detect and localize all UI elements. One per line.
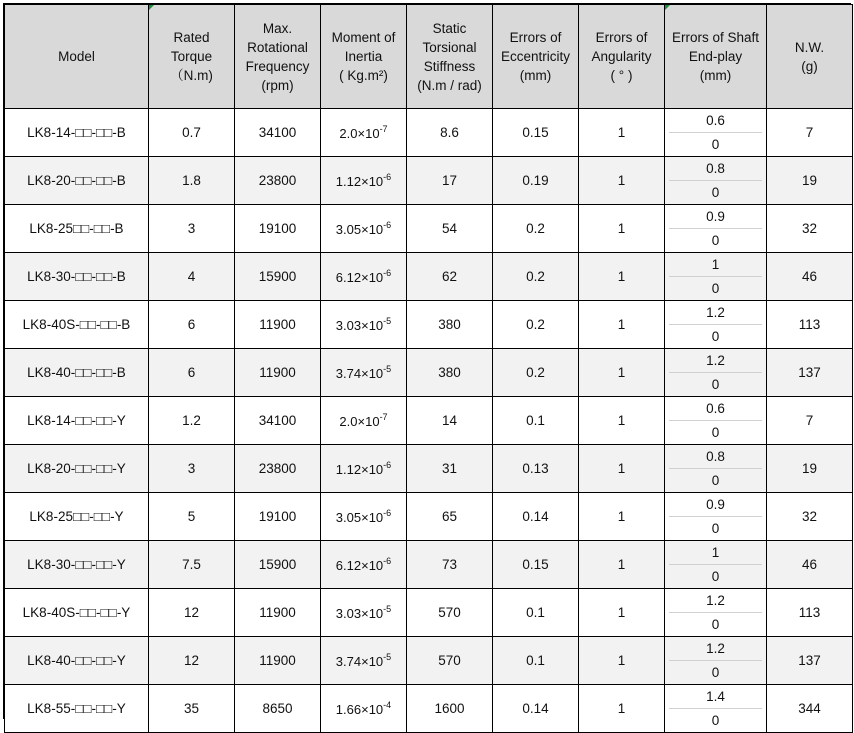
cell-max-frequency: 11900 bbox=[235, 637, 321, 685]
inertia-base: ×10 bbox=[361, 366, 384, 381]
cell-rated-torque: 5 bbox=[149, 493, 235, 541]
cell-errors-of-shaft-end-play bbox=[665, 253, 767, 301]
table-row bbox=[5, 541, 853, 589]
header-text-line: (mm) bbox=[519, 68, 552, 83]
header-text-line: Inertia bbox=[344, 49, 383, 64]
table-row bbox=[5, 397, 853, 445]
end-play-lower-value: 0 bbox=[711, 617, 720, 632]
comment-marker-icon bbox=[149, 5, 154, 10]
end-play-upper-value: 1.2 bbox=[669, 301, 762, 325]
cell-model: LK8-30-□□-□□-B bbox=[5, 253, 149, 301]
cell-rated-torque: 4 bbox=[149, 253, 235, 301]
spec-sheet bbox=[3, 3, 851, 728]
inertia-base: ×10 bbox=[361, 654, 384, 669]
inertia-base: ×10 bbox=[361, 270, 384, 285]
cell-errors-of-eccentricity: 0.1 bbox=[493, 589, 579, 637]
cell-moment-of-inertia bbox=[321, 589, 407, 637]
header-errors-of-eccentricity bbox=[493, 5, 579, 109]
cell-moment-of-inertia bbox=[321, 205, 407, 253]
inertia-exponent: -6 bbox=[383, 268, 392, 278]
header-max-frequency bbox=[235, 5, 321, 109]
cell-errors-of-shaft-end-play bbox=[665, 205, 767, 253]
end-play-lower-value: 0 bbox=[711, 137, 720, 152]
cell-model: LK8-40-□□-□□-Y bbox=[5, 637, 149, 685]
end-play-upper-value: 1.4 bbox=[669, 685, 762, 709]
cell-net-weight: 7 bbox=[767, 109, 853, 157]
cell-static-torsional-stiffness: 54 bbox=[407, 205, 493, 253]
cell-max-frequency: 11900 bbox=[235, 589, 321, 637]
inertia-base: ×10 bbox=[361, 462, 384, 477]
inertia-base: ×10 bbox=[361, 702, 384, 717]
cell-errors-of-eccentricity: 0.2 bbox=[493, 205, 579, 253]
cell-model: LK8-20-□□-□□-Y bbox=[5, 445, 149, 493]
end-play-upper-value: 1.2 bbox=[669, 349, 762, 373]
cell-errors-of-angularity: 1 bbox=[579, 445, 665, 493]
cell-net-weight: 137 bbox=[767, 637, 853, 685]
cell-errors-of-angularity: 1 bbox=[579, 589, 665, 637]
cell-static-torsional-stiffness: 65 bbox=[407, 493, 493, 541]
cell-errors-of-shaft-end-play bbox=[665, 157, 767, 205]
table-row bbox=[5, 589, 853, 637]
header-text-line: Torsional bbox=[422, 39, 477, 55]
cell-errors-of-angularity: 1 bbox=[579, 301, 665, 349]
table-row bbox=[5, 349, 853, 397]
header-text-line: （N.m) bbox=[170, 68, 213, 83]
header-text-line: Max. bbox=[262, 20, 293, 36]
cell-errors-of-eccentricity: 0.14 bbox=[493, 685, 579, 733]
cell-errors-of-eccentricity: 0.15 bbox=[493, 109, 579, 157]
inertia-exponent: -6 bbox=[383, 556, 392, 566]
cell-errors-of-eccentricity: 0.13 bbox=[493, 445, 579, 493]
cell-errors-of-eccentricity: 0.2 bbox=[493, 301, 579, 349]
header-text-line: Static bbox=[432, 20, 467, 36]
cell-moment-of-inertia bbox=[321, 541, 407, 589]
cell-errors-of-shaft-end-play bbox=[665, 349, 767, 397]
header-text-line: N.W. bbox=[794, 39, 825, 55]
cell-rated-torque: 1.8 bbox=[149, 157, 235, 205]
cell-model: LK8-20-□□-□□-B bbox=[5, 157, 149, 205]
header-text-line: (mm) bbox=[699, 68, 732, 83]
inertia-coefficient: 2.0 bbox=[339, 126, 358, 141]
cell-rated-torque: 3 bbox=[149, 205, 235, 253]
cell-static-torsional-stiffness: 17 bbox=[407, 157, 493, 205]
header-text-line: Rotational bbox=[247, 39, 308, 55]
cell-moment-of-inertia bbox=[321, 685, 407, 733]
cell-max-frequency: 8650 bbox=[235, 685, 321, 733]
cell-model: LK8-30-□□-□□-Y bbox=[5, 541, 149, 589]
header-text-line: Rated bbox=[173, 30, 210, 45]
end-play-upper-value: 0.6 bbox=[669, 397, 762, 421]
header-model bbox=[5, 5, 149, 109]
cell-moment-of-inertia bbox=[321, 157, 407, 205]
cell-model: LK8-14-□□-□□-B bbox=[5, 109, 149, 157]
cell-moment-of-inertia bbox=[321, 301, 407, 349]
inertia-base: ×10 bbox=[361, 174, 384, 189]
cell-rated-torque: 12 bbox=[149, 637, 235, 685]
coupling-spec-table bbox=[4, 4, 853, 733]
cell-errors-of-eccentricity: 0.1 bbox=[493, 637, 579, 685]
cell-errors-of-eccentricity: 0.19 bbox=[493, 157, 579, 205]
end-play-lower-value: 0 bbox=[711, 521, 720, 536]
cell-rated-torque: 6 bbox=[149, 301, 235, 349]
cell-static-torsional-stiffness: 570 bbox=[407, 637, 493, 685]
end-play-upper-value: 1 bbox=[669, 253, 762, 277]
cell-net-weight: 137 bbox=[767, 349, 853, 397]
header-text-line: ( ° ) bbox=[610, 68, 633, 83]
cell-errors-of-angularity: 1 bbox=[579, 637, 665, 685]
cell-net-weight: 46 bbox=[767, 541, 853, 589]
inertia-exponent: -7 bbox=[379, 124, 388, 134]
cell-net-weight: 113 bbox=[767, 589, 853, 637]
header-text-line: Errors of bbox=[595, 30, 648, 45]
cell-errors-of-eccentricity: 0.1 bbox=[493, 397, 579, 445]
cell-moment-of-inertia bbox=[321, 445, 407, 493]
table-row bbox=[5, 637, 853, 685]
inertia-coefficient: 6.12 bbox=[335, 558, 362, 573]
table-row bbox=[5, 685, 853, 733]
inertia-exponent: -6 bbox=[383, 508, 392, 518]
end-play-upper-value: 1.2 bbox=[669, 637, 762, 661]
inertia-coefficient: 3.03 bbox=[335, 318, 362, 333]
cell-errors-of-angularity: 1 bbox=[579, 205, 665, 253]
inertia-base: ×10 bbox=[361, 558, 384, 573]
cell-model: LK8-40S-□□-□□-B bbox=[5, 301, 149, 349]
cell-max-frequency: 23800 bbox=[235, 157, 321, 205]
header-text-line: Model bbox=[58, 49, 95, 64]
cell-errors-of-shaft-end-play bbox=[665, 493, 767, 541]
inertia-coefficient: 3.03 bbox=[335, 606, 362, 621]
inertia-base: ×10 bbox=[361, 222, 384, 237]
cell-rated-torque: 0.7 bbox=[149, 109, 235, 157]
header-text-line: Stiffness bbox=[423, 58, 476, 74]
end-play-upper-value: 0.9 bbox=[669, 493, 762, 517]
end-play-lower-value: 0 bbox=[711, 185, 720, 200]
cell-net-weight: 7 bbox=[767, 397, 853, 445]
cell-max-frequency: 15900 bbox=[235, 541, 321, 589]
cell-moment-of-inertia bbox=[321, 493, 407, 541]
inertia-exponent: -5 bbox=[383, 652, 392, 662]
cell-static-torsional-stiffness: 31 bbox=[407, 445, 493, 493]
cell-net-weight: 19 bbox=[767, 445, 853, 493]
inertia-base: ×10 bbox=[361, 510, 384, 525]
cell-max-frequency: 15900 bbox=[235, 253, 321, 301]
cell-errors-of-shaft-end-play bbox=[665, 589, 767, 637]
inertia-base: ×10 bbox=[357, 126, 380, 141]
cell-static-torsional-stiffness: 380 bbox=[407, 349, 493, 397]
end-play-upper-value: 0.8 bbox=[669, 445, 762, 469]
cell-errors-of-shaft-end-play bbox=[665, 445, 767, 493]
cell-errors-of-angularity: 1 bbox=[579, 253, 665, 301]
inertia-coefficient: 6.12 bbox=[335, 270, 362, 285]
inertia-coefficient: 3.05 bbox=[335, 510, 362, 525]
header-text-line: (g) bbox=[801, 58, 818, 74]
table-row bbox=[5, 109, 853, 157]
cell-errors-of-angularity: 1 bbox=[579, 493, 665, 541]
cell-moment-of-inertia bbox=[321, 397, 407, 445]
cell-errors-of-shaft-end-play bbox=[665, 541, 767, 589]
inertia-exponent: -5 bbox=[383, 364, 392, 374]
cell-static-torsional-stiffness: 73 bbox=[407, 541, 493, 589]
header-text-line: Angularity bbox=[591, 49, 652, 64]
cell-rated-torque: 3 bbox=[149, 445, 235, 493]
table-row bbox=[5, 445, 853, 493]
cell-errors-of-eccentricity: 0.2 bbox=[493, 349, 579, 397]
header-text-line: End-play bbox=[688, 49, 743, 64]
header-text-line: Errors of bbox=[509, 30, 562, 45]
cell-errors-of-angularity: 1 bbox=[579, 157, 665, 205]
inertia-coefficient: 1.12 bbox=[335, 462, 362, 477]
end-play-lower-value: 0 bbox=[711, 665, 720, 680]
header-text-line: Eccentricity bbox=[500, 49, 571, 64]
inertia-exponent: -5 bbox=[383, 604, 392, 614]
cell-static-torsional-stiffness: 1600 bbox=[407, 685, 493, 733]
end-play-lower-value: 0 bbox=[711, 233, 720, 248]
cell-rated-torque: 6 bbox=[149, 349, 235, 397]
cell-errors-of-shaft-end-play bbox=[665, 397, 767, 445]
header-text-line: Frequency bbox=[245, 58, 310, 74]
inertia-exponent: -6 bbox=[383, 172, 392, 182]
end-play-upper-value: 0.8 bbox=[669, 157, 762, 181]
header-text-line: (N.m / rad) bbox=[417, 77, 482, 93]
inertia-base: ×10 bbox=[361, 318, 384, 333]
cell-max-frequency: 11900 bbox=[235, 301, 321, 349]
cell-errors-of-eccentricity: 0.2 bbox=[493, 253, 579, 301]
header-rated-torque bbox=[149, 5, 235, 109]
header-text-line: (rpm) bbox=[261, 77, 294, 93]
header-text-line: Moment of bbox=[331, 30, 396, 45]
cell-model: LK8-25□□-□□-Y bbox=[5, 493, 149, 541]
cell-errors-of-angularity: 1 bbox=[579, 541, 665, 589]
end-play-lower-value: 0 bbox=[711, 425, 720, 440]
inertia-coefficient: 2.0 bbox=[339, 414, 358, 429]
end-play-lower-value: 0 bbox=[711, 377, 720, 392]
cell-model: LK8-25□□-□□-B bbox=[5, 205, 149, 253]
inertia-coefficient: 3.74 bbox=[335, 366, 362, 381]
inertia-base: ×10 bbox=[361, 606, 384, 621]
cell-errors-of-shaft-end-play bbox=[665, 685, 767, 733]
cell-errors-of-shaft-end-play bbox=[665, 301, 767, 349]
inertia-exponent: -6 bbox=[383, 220, 392, 230]
cell-rated-torque: 7.5 bbox=[149, 541, 235, 589]
cell-model: LK8-40S-□□-□□-Y bbox=[5, 589, 149, 637]
cell-moment-of-inertia bbox=[321, 349, 407, 397]
cell-moment-of-inertia bbox=[321, 109, 407, 157]
header-net-weight bbox=[767, 5, 853, 109]
cell-rated-torque: 12 bbox=[149, 589, 235, 637]
end-play-lower-value: 0 bbox=[711, 569, 720, 584]
table-row bbox=[5, 301, 853, 349]
cell-max-frequency: 11900 bbox=[235, 349, 321, 397]
comment-marker-icon bbox=[665, 5, 670, 10]
end-play-lower-value: 0 bbox=[711, 329, 720, 344]
inertia-coefficient: 1.66 bbox=[335, 702, 362, 717]
cell-net-weight: 32 bbox=[767, 205, 853, 253]
header-text-line: Torque bbox=[170, 49, 213, 64]
inertia-base: ×10 bbox=[357, 414, 380, 429]
cell-rated-torque: 1.2 bbox=[149, 397, 235, 445]
table-row bbox=[5, 253, 853, 301]
table-row bbox=[5, 493, 853, 541]
inertia-exponent: -6 bbox=[383, 460, 392, 470]
end-play-lower-value: 0 bbox=[711, 473, 720, 488]
table-row bbox=[5, 205, 853, 253]
cell-errors-of-shaft-end-play bbox=[665, 637, 767, 685]
cell-model: LK8-40-□□-□□-B bbox=[5, 349, 149, 397]
inertia-coefficient: 3.05 bbox=[335, 222, 362, 237]
cell-max-frequency: 19100 bbox=[235, 205, 321, 253]
cell-model: LK8-14-□□-□□-Y bbox=[5, 397, 149, 445]
header-errors-of-shaft-end-play bbox=[665, 5, 767, 109]
cell-moment-of-inertia bbox=[321, 637, 407, 685]
cell-static-torsional-stiffness: 14 bbox=[407, 397, 493, 445]
header-row bbox=[5, 5, 853, 109]
end-play-upper-value: 0.9 bbox=[669, 205, 762, 229]
cell-max-frequency: 34100 bbox=[235, 397, 321, 445]
cell-static-torsional-stiffness: 62 bbox=[407, 253, 493, 301]
cell-max-frequency: 34100 bbox=[235, 109, 321, 157]
header-moment-of-inertia bbox=[321, 5, 407, 109]
end-play-lower-value: 0 bbox=[711, 713, 720, 728]
end-play-lower-value: 0 bbox=[711, 281, 720, 296]
cell-static-torsional-stiffness: 8.6 bbox=[407, 109, 493, 157]
header-text-line: ( Kg.m²) bbox=[339, 68, 388, 83]
table-row bbox=[5, 157, 853, 205]
cell-rated-torque: 35 bbox=[149, 685, 235, 733]
cell-max-frequency: 19100 bbox=[235, 493, 321, 541]
cell-net-weight: 19 bbox=[767, 157, 853, 205]
inertia-coefficient: 3.74 bbox=[335, 654, 362, 669]
cell-moment-of-inertia bbox=[321, 253, 407, 301]
cell-net-weight: 32 bbox=[767, 493, 853, 541]
cell-errors-of-angularity: 1 bbox=[579, 685, 665, 733]
inertia-exponent: -5 bbox=[383, 316, 392, 326]
cell-net-weight: 46 bbox=[767, 253, 853, 301]
table-body bbox=[5, 109, 853, 733]
cell-net-weight: 344 bbox=[767, 685, 853, 733]
cell-errors-of-eccentricity: 0.14 bbox=[493, 493, 579, 541]
cell-errors-of-angularity: 1 bbox=[579, 349, 665, 397]
end-play-upper-value: 0.6 bbox=[669, 109, 762, 133]
header-static-torsional-stiffness bbox=[407, 5, 493, 109]
header-errors-of-angularity bbox=[579, 5, 665, 109]
cell-model: LK8-55-□□-□□-Y bbox=[5, 685, 149, 733]
cell-max-frequency: 23800 bbox=[235, 445, 321, 493]
cell-errors-of-angularity: 1 bbox=[579, 109, 665, 157]
end-play-upper-value: 1 bbox=[669, 541, 762, 565]
cell-net-weight: 113 bbox=[767, 301, 853, 349]
end-play-upper-value: 1.2 bbox=[669, 589, 762, 613]
inertia-exponent: -7 bbox=[379, 412, 388, 422]
header-text-line: Errors of Shaft bbox=[671, 30, 760, 45]
inertia-coefficient: 1.12 bbox=[335, 174, 362, 189]
cell-errors-of-shaft-end-play bbox=[665, 109, 767, 157]
inertia-exponent: -4 bbox=[383, 700, 392, 710]
cell-errors-of-eccentricity: 0.15 bbox=[493, 541, 579, 589]
cell-static-torsional-stiffness: 380 bbox=[407, 301, 493, 349]
cell-static-torsional-stiffness: 570 bbox=[407, 589, 493, 637]
cell-errors-of-angularity: 1 bbox=[579, 397, 665, 445]
